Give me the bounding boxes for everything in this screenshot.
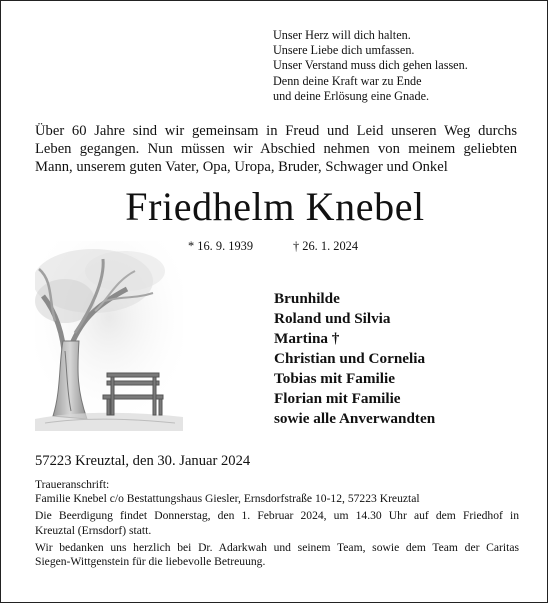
family-member: Tobias mit Familie [274,370,395,387]
poem-line: Unsere Liebe dich umfassen. [273,43,415,58]
tree-and-bench-illustration [35,241,183,431]
family-member: Roland und Silvia [274,310,391,327]
funeral-info-line: Die Beerdigung findet Donnerstag, den 1. Februar 2024, um 14.30 Uhr auf dem Friedhof in [35,509,519,523]
family-member: Florian mit Familie [274,390,401,407]
poem-line: Unser Verstand muss dich gehen lassen. [273,58,468,73]
intro-line: Mann, unserem guten Vater, Opa, Uropa, Bruder, Schwager und Onkel [35,159,448,175]
family-list [274,289,435,429]
mourning-address: Familie Knebel c/o Bestattungshaus Giesler, Ernsdorfstraße 10-12, 57223 Kreuztal [35,492,420,506]
poem [273,28,533,104]
address-label: Traueranschrift: [35,478,110,491]
deceased-name: Friedhelm Knebel [125,184,425,229]
poem-line: Unser Herz will dich halten. [273,28,411,42]
place-and-date: 57223 Kreuztal, den 30. Januar 2024 [35,453,251,469]
poem-line: und deine Erlösung eine Gnade. [273,88,430,103]
family-member: Martina † [274,330,340,347]
intro-text [35,122,517,176]
poem-line: Denn deine Kraft war zu Ende [273,73,422,88]
death-date: † 26. 1. 2024 [293,239,359,253]
footer-info [35,478,519,569]
intro-line: Über 60 Jahre sind wir gemeinsam in Freud und Leid unseren Weg durchs [35,123,517,139]
family-member: Brunhilde [274,290,340,307]
thanks-line: Wir bedanken uns herzlich bei Dr. Adarkwah und seinem Team, sowie dem Team der Caritas [35,540,519,554]
intro-line: Leben gegangen. Nun müssen wir Abschied nehmen von meinem geliebten [35,141,517,157]
family-member: Christian und Cornelia [274,350,426,367]
funeral-info-line: Kreuztal (Ernsdorf) statt. [35,523,152,537]
family-member: sowie alle Anverwandten [274,410,436,427]
birth-date: * 16. 9. 1939 [188,239,254,253]
thanks-line: Siegen-Wittgenstein für die liebevolle Betreuung. [35,555,266,569]
